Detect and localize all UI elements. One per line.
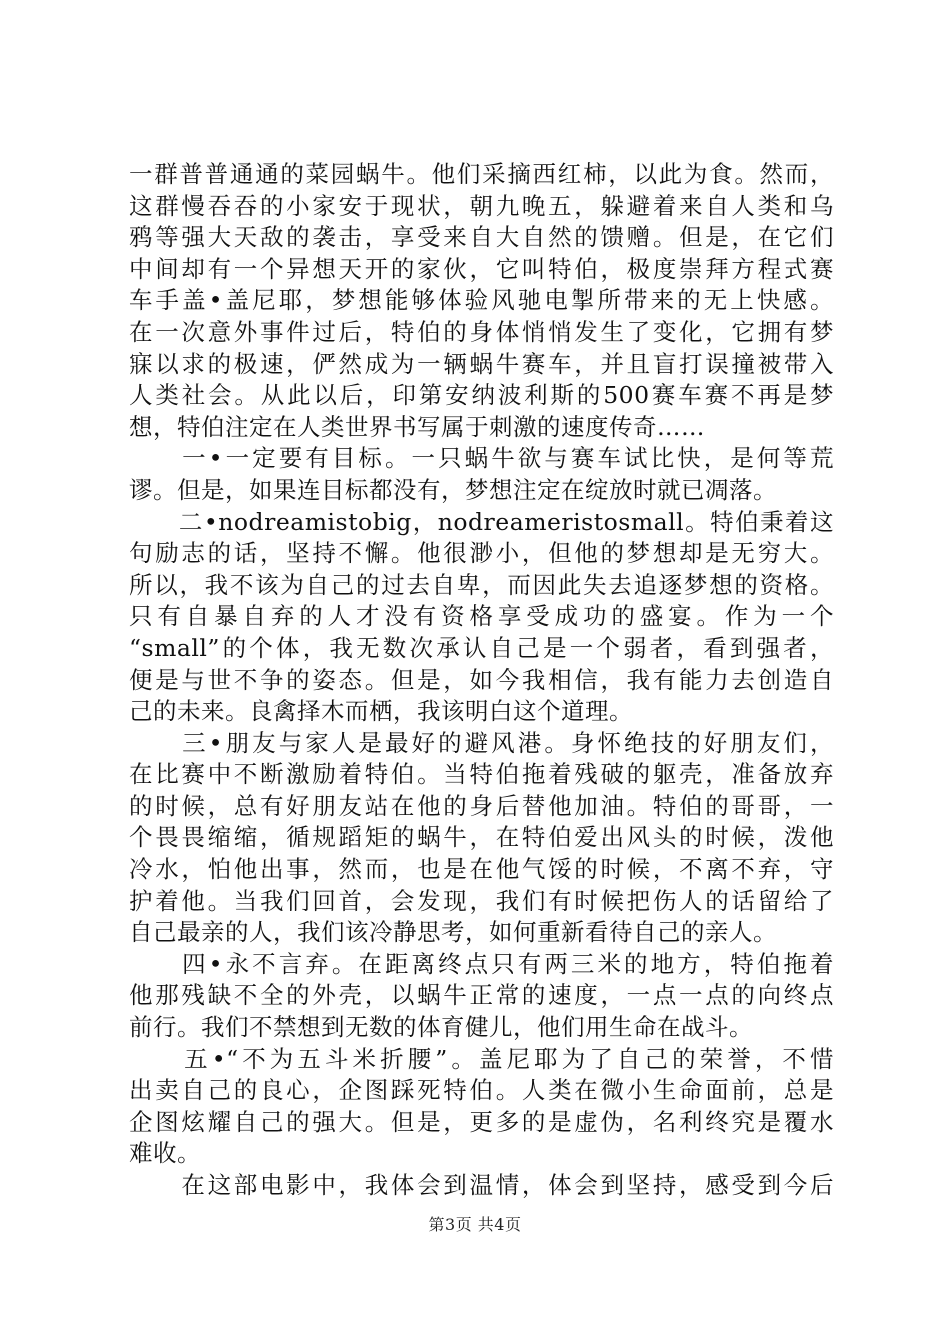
text-line: 他那残缺不全的外壳，以蜗牛正常的速度，一点一点的向终点 [129,981,834,1010]
text-line: 四•永不言弃。在距离终点只有两三米的地方，特伯拖着 [129,949,834,978]
text-line: 自己最亲的人，我们该冷静思考，如何重新看待自己的亲人。 [129,918,777,947]
text-line: 己的未来。良禽择木而栖，我该明白这个道理。 [129,697,633,726]
text-line: 车手盖•盖尼耶，梦想能够体验风驰电掣所带来的无上快感。 [129,286,834,315]
text-line: 个畏畏缩缩，循规蹈矩的蜗牛，在特伯爱出风头的时候，泼他 [129,823,834,852]
text-line: 在这部电影中，我体会到温情，体会到坚持，感受到今后 [129,1171,834,1199]
text-line: 只有自暴自弃的人才没有资格享受成功的盛宴。作为一个 [129,602,834,631]
text-line: 一•一定要有目标。一只蜗牛欲与赛车试比快，是何等荒 [129,444,834,473]
text-line: 二•nodreamistobig，nodreameristosmall。特伯秉着这 [129,507,834,536]
text-line: 寐以求的极速，俨然成为一辆蜗牛赛车，并且盲打误撞被带入 [129,349,834,378]
text-line: 三•朋友与家人是最好的避风港。身怀绝技的好朋友们， [129,728,834,757]
text-line: 谬。但是，如果连目标都没有，梦想注定在绽放时就已凋落。 [129,475,777,504]
text-line: 句励志的话，坚持不懈。他很渺小，但他的梦想却是无穷大。 [129,539,834,568]
page-number-footer: 第3页 共4页 [428,1215,522,1234]
text-line: 出卖自己的良心，企图踩死特伯。人类在微小生命面前，总是 [129,1076,834,1105]
text-line: 五•“不为五斗米折腰”。盖尼耶为了自己的荣誉，不惜 [129,1044,834,1073]
text-line: 在比赛中不断激励着特伯。当特伯拖着残破的躯壳，准备放弃 [129,760,834,789]
text-line: 人类社会。从此以后，印第安纳波利斯的500赛车赛不再是梦 [129,381,834,410]
text-line: 企图炫耀自己的强大。但是，更多的是虚伪，名利终究是覆水 [129,1107,834,1136]
text-line: 便是与世不争的姿态。但是，如今我相信，我有能力去创造自 [129,665,834,694]
text-line: 鸦等强大天敌的袭击，享受来自大自然的馈赠。但是，在它们 [129,223,834,252]
text-line: 前行。我们不禁想到无数的体育健儿，他们用生命在战斗。 [129,1013,753,1042]
text-line: “small”的个体，我无数次承认自己是一个弱者，看到强者， [129,633,834,662]
text-line: 这群慢吞吞的小家安于现状，朝九晚五，躲避着来自人类和乌 [129,191,834,220]
text-line: 中间却有一个异想天开的家伙，它叫特伯，极度崇拜方程式赛 [129,254,834,283]
document-body [129,159,834,1202]
text-line: 护着他。当我们回首，会发现，我们有时候把伤人的话留给了 [129,886,834,915]
text-line: 冷水，怕他出事，然而，也是在他气馁的时候，不离不弃，守 [129,855,834,884]
text-line: 一群普普通通的菜园蜗牛。他们采摘西红柿，以此为食。然而， [129,160,834,188]
text-line: 所以，我不该为自己的过去自卑，而因此失去追逐梦想的资格。 [129,570,834,599]
text-line: 在一次意外事件过后，特伯的身体悄悄发生了变化，它拥有梦 [129,317,834,346]
text-line: 的时候，总有好朋友站在他的身后替他加油。特伯的哥哥，一 [129,791,834,820]
text-line: 想，特伯注定在人类世界书写属于刺激的速度传奇…… [129,412,705,441]
text-line: 难收。 [129,1139,201,1168]
